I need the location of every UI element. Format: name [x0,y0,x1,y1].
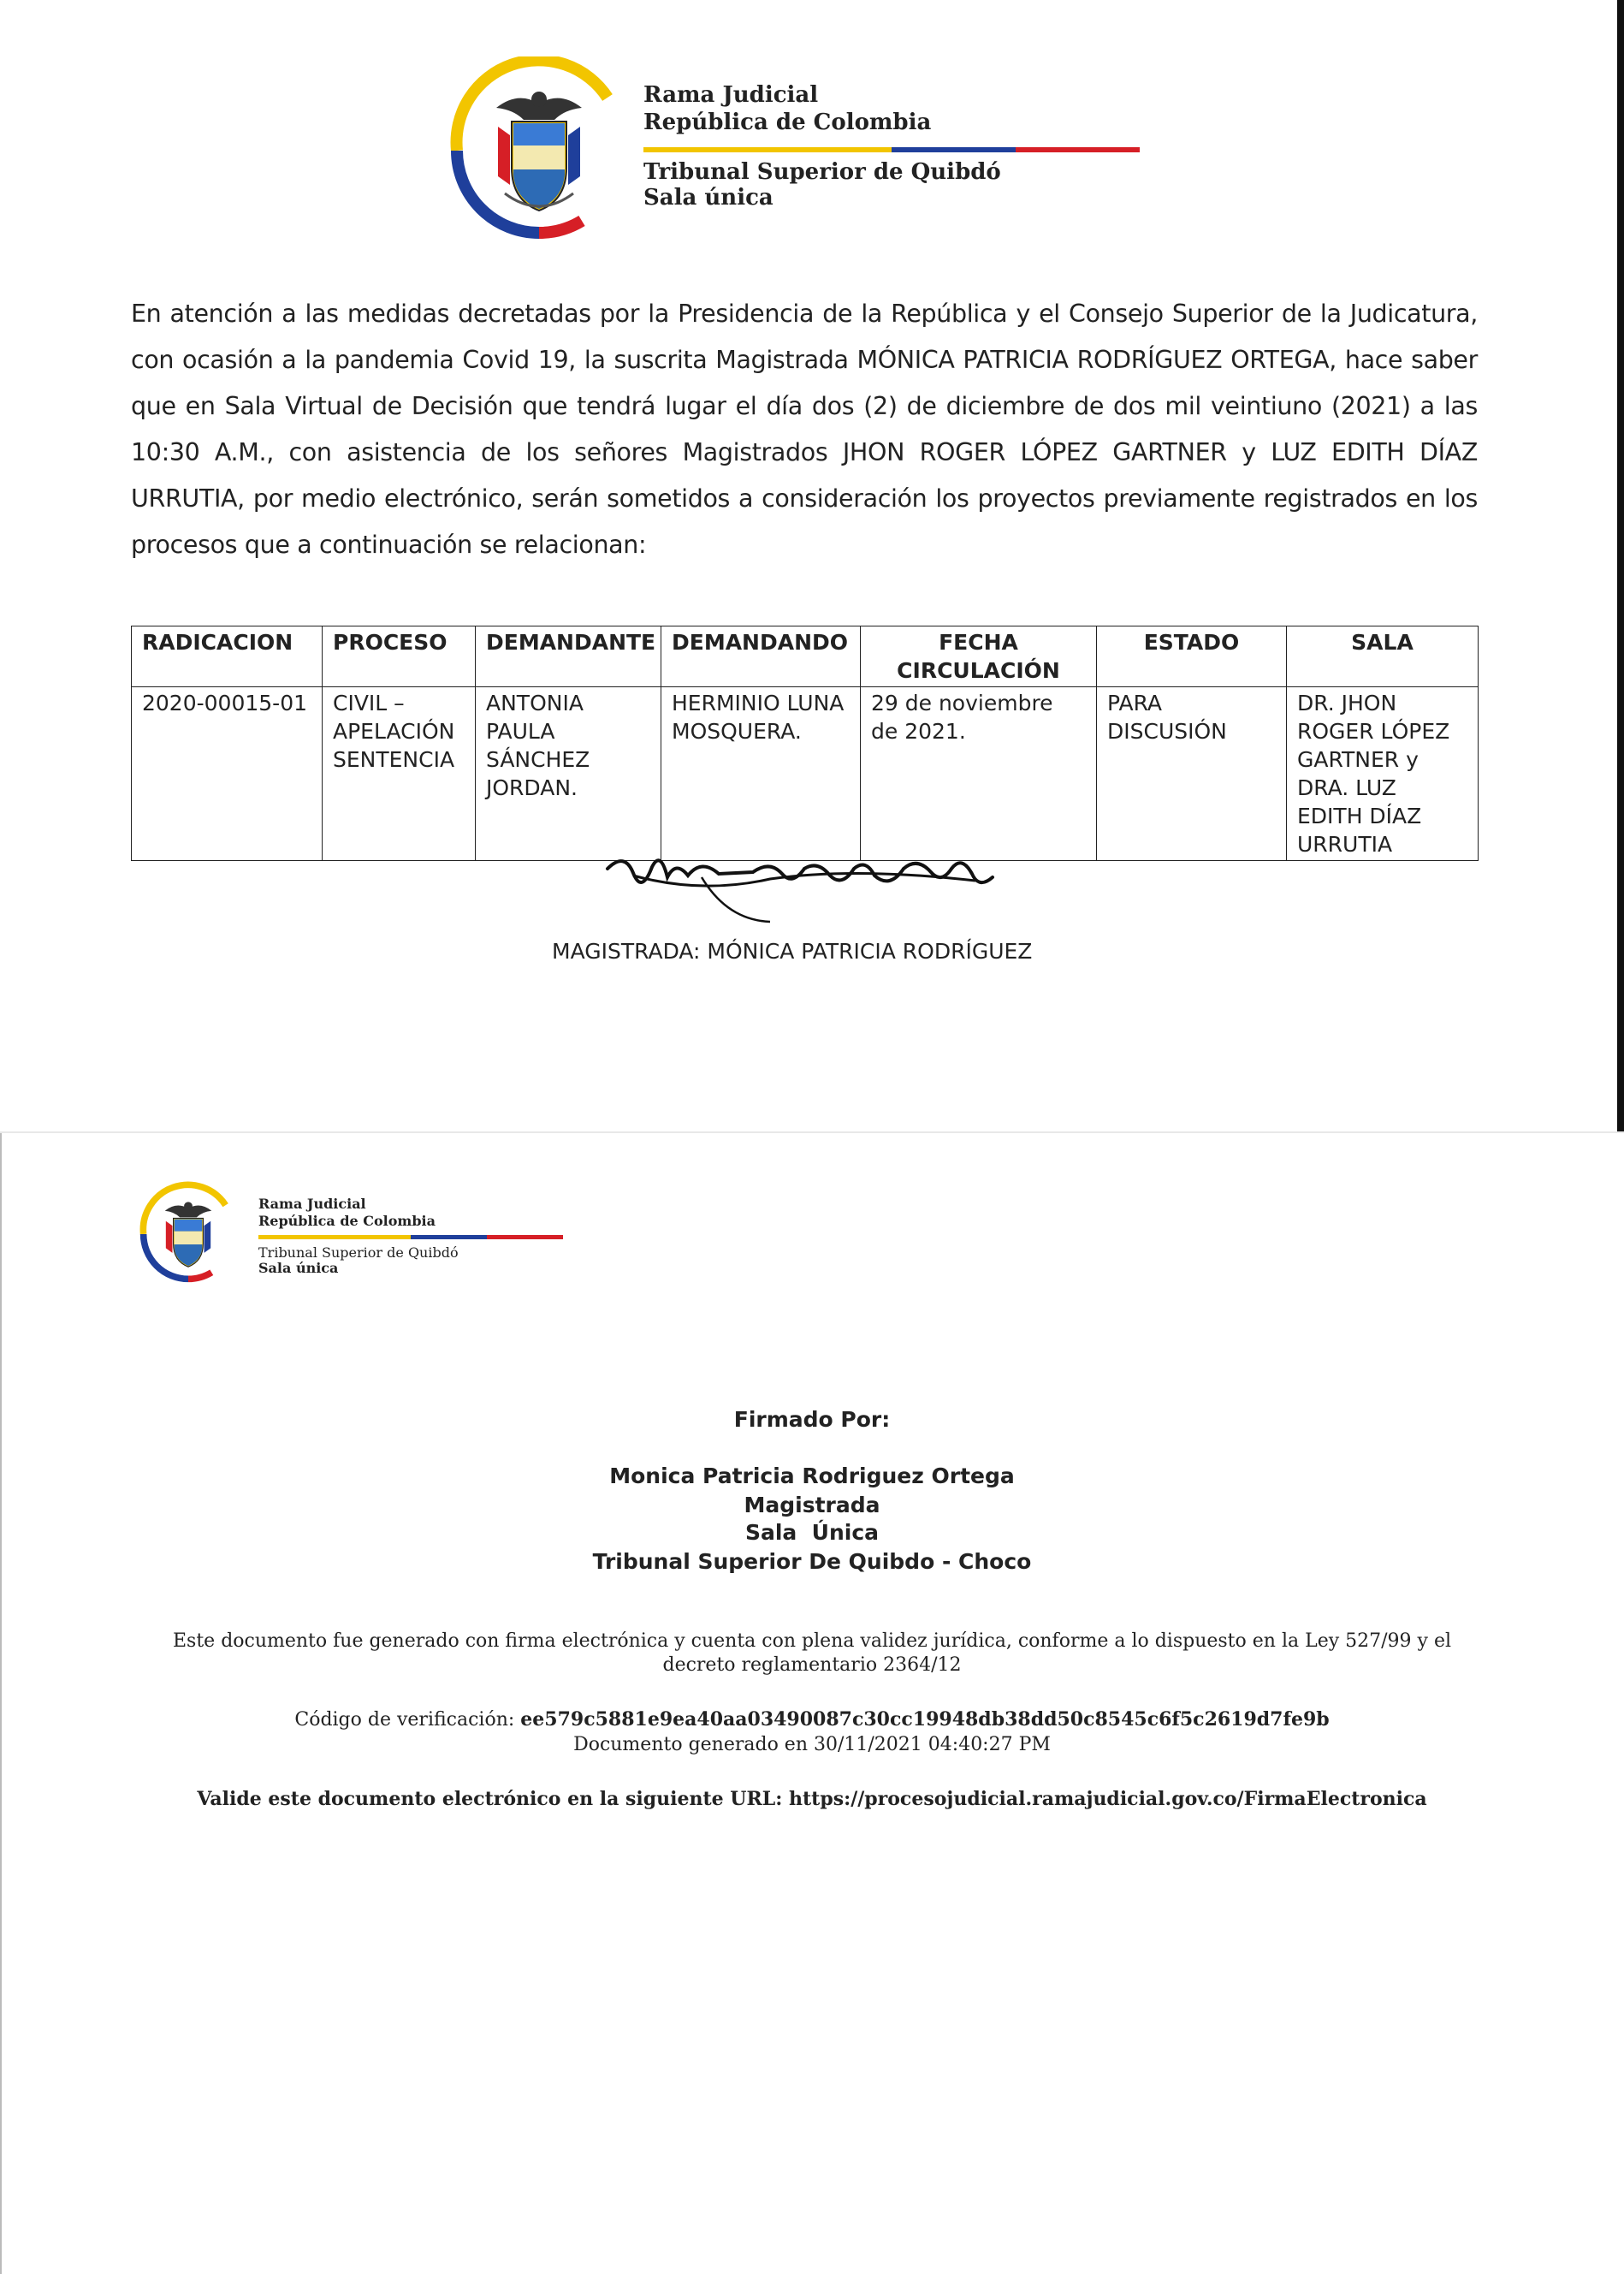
page-edge-bar [1617,0,1624,1131]
col-header-fecha: FECHA CIRCULACIÓN [861,626,1097,687]
cell-demandando: HERMINIO LUNA MOSQUERA. [661,687,861,861]
process-table [131,626,1479,861]
coat-of-arms-logo-small [137,1178,240,1291]
col-header-radicacion: RADICACION [132,626,323,687]
magistrada-label: MAGISTRADA: MÓNICA PATRICIA RODRÍGUEZ [552,939,1033,964]
page-left-edge [0,1133,2,2274]
verification-code [0,1708,1624,1731]
header-line-sala: Sala única [643,185,773,211]
col-header-demandando: DEMANDANDO [661,626,861,687]
legal-validity-text: Este documento fue generado con firma electrónica y cuenta con plena validez jurídica, conforme a lo dispuesto en la Ley 527/99 y el decreto reglamentario 2364/12 [172,1630,1452,1676]
tricolor-rule [643,147,1140,152]
col-header-sala: SALA [1287,626,1479,687]
signer-sala: Sala Única [744,1520,880,1545]
tricolor-rule-small [258,1235,563,1239]
coat-of-arms-logo [445,56,633,245]
signer-tribunal: Tribunal Superior De Quibdo - Choco [592,1549,1032,1574]
cell-radicacion: 2020-00015-01 [132,687,323,861]
header2-line-republica: República de Colombia [258,1213,436,1229]
validation-url-text: Valide este documento electrónico en la siguiente URL: https://procesojudicial.ramajudicial.gov.co/FirmaElectronica [197,1788,1427,1810]
cell-estado: PARA DISCUSIÓN [1097,687,1287,861]
header2-line-sala: Sala única [258,1260,339,1276]
header2-line-tribunal: Tribunal Superior de Quibdó [258,1244,459,1261]
signer-role: Magistrada [744,1493,880,1517]
cell-sala: DR. JHON ROGER LÓPEZ GARTNER y DRA. LUZ EDITH DÍAZ URRUTIA [1287,687,1479,861]
table-row [132,687,1479,861]
firmado-por-label: Firmado Por: [733,1407,891,1432]
header2-line-rama-judicial: Rama Judicial [258,1196,366,1212]
header-line-republica: República de Colombia [643,110,932,135]
cell-demandante: ANTONIA PAULA SÁNCHEZ JORDAN. [476,687,661,861]
cell-proceso: CIVIL – APELACIÓN SENTENCIA [323,687,476,861]
header-line-rama-judicial: Rama Judicial [643,82,819,108]
col-header-proceso: PROCESO [323,626,476,687]
verification-code-label: Código de verificación: [294,1709,515,1731]
signer-name: Monica Patricia Rodriguez Ortega [609,1464,1015,1488]
col-header-demandante: DEMANDANTE [476,626,661,687]
intro-paragraph: En atención a las medidas decretadas por la Presidencia de la República y el Consejo Superior de la Judicatura, con ocasión a la pandemia Covid 19, la suscrita Magistrada MÓNICA PATRICIA RODRÍGUEZ ORTEGA, hace saber que en Sala Virtual de Decisión que tendrá lugar el día dos (2) de diciembre de dos mil veintiuno (2021) a las 10:30 A.M., con asistencia de los señores Magistrados JHON ROGER LÓPEZ GARTNER y LUZ EDITH DÍAZ URRUTIA, por medio electrónico, serán sometidos a consideración los proyectos previamente registrados en los procesos que a continuación se relacionan: [131,300,1478,559]
col-header-estado: ESTADO [1097,626,1287,687]
cell-fecha: 29 de noviembre de 2021. [861,687,1097,861]
table-header-row [132,626,1479,687]
handwritten-signature [599,843,1010,929]
page-separator [0,1131,1624,1133]
verification-code-value: ee579c5881e9ea40aa03490087c30cc19948db38dd50c8545c6f5c2619d7fe9b [520,1708,1330,1731]
header-line-tribunal: Tribunal Superior de Quibdó [643,159,1001,185]
generated-date: Documento generado en 30/11/2021 04:40:27 PM [573,1734,1051,1755]
